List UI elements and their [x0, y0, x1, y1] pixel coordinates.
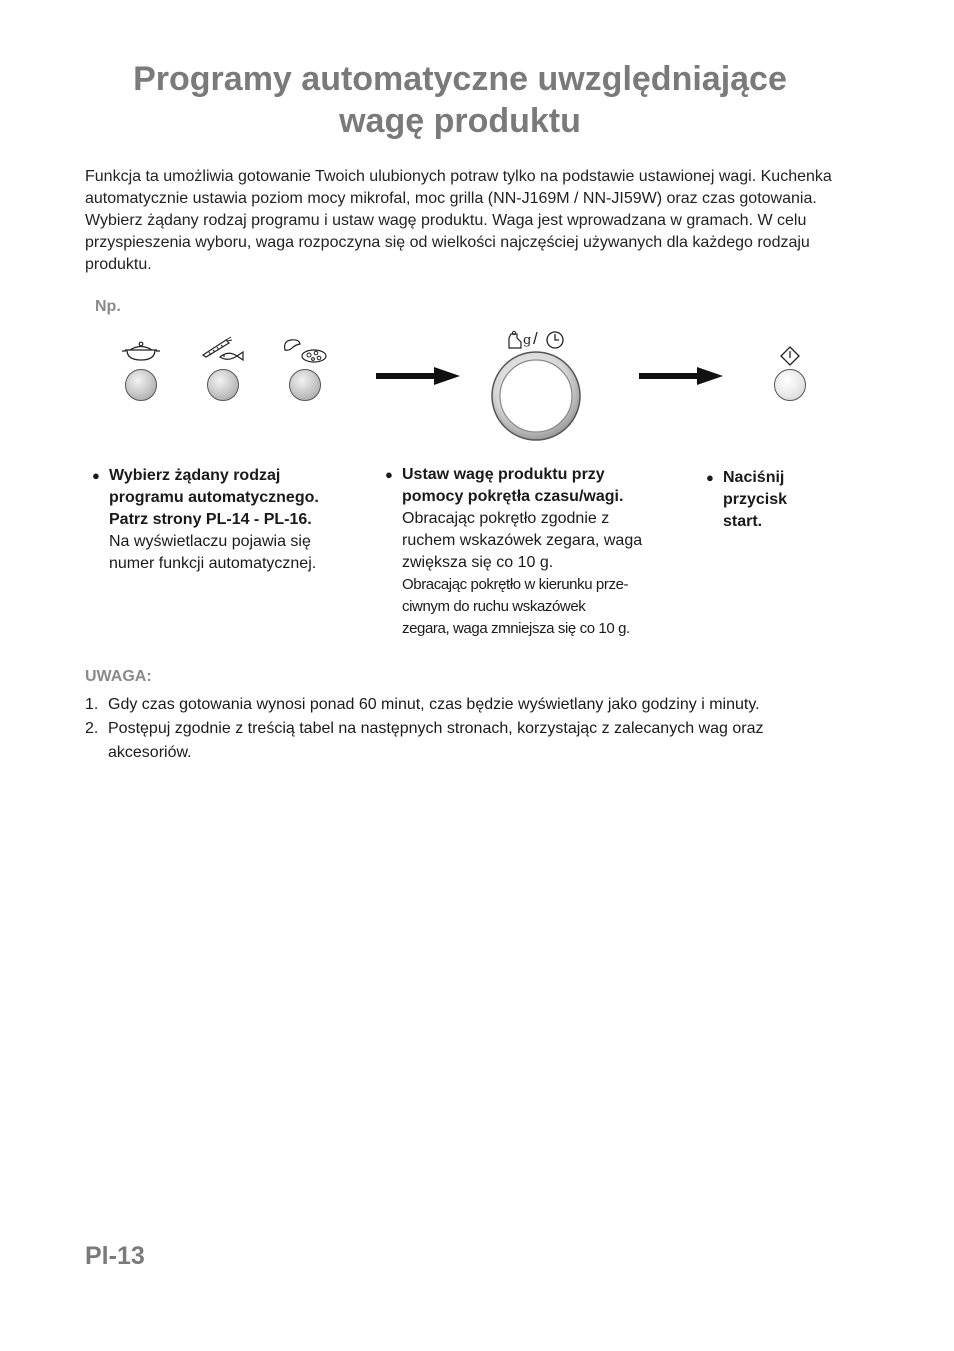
note-text: Gdy czas gotowania wynosi ponad 60 minut, czas będzie wyświetlany jako godziny i minuty. [108, 696, 760, 713]
step-3-bold-line: Naciśnij [723, 469, 785, 486]
casserole-icon [121, 339, 161, 363]
weight-time-separator: / [533, 329, 538, 348]
auto-program-button-1[interactable] [125, 369, 157, 401]
bullet-icon: ● [92, 468, 100, 483]
note-number: 1. [85, 696, 99, 713]
arrow-right-icon [639, 366, 723, 386]
bullet-icon: ● [385, 467, 393, 482]
note-item [85, 717, 845, 765]
bullet-icon: ● [706, 470, 714, 485]
step-3-bold-line: przycisk [723, 491, 788, 508]
step-1-bold-line: Wybierz żądany rodzaj [109, 467, 281, 484]
step-1-bold-line: Patrz strony PL-14 - PL-16. [109, 511, 312, 528]
step-2-bold-line: pomocy pokrętła czasu/wagi. [402, 488, 624, 505]
page-number: Pl-13 [85, 1242, 145, 1270]
step-2-line: Obracając pokrętło zgodnie z [402, 510, 610, 527]
note-text: Postępuj zgodnie z treścią tabel na następnych stronach, korzystając z zalecanych wag oraz akcesoriów. [108, 720, 764, 761]
arrow-right-icon [376, 366, 460, 386]
step-1-text [92, 465, 359, 575]
page-title [0, 58, 920, 142]
intro-paragraph: Funkcja ta umożliwia gotowanie Twoich ulubionych potraw tylko na podstawie ustawionej wagi. Kuchenka automatycznie ustawia poziom mocy mikrofal, moc grilla (NN-J169M / NN-JI59W) oraz czas gotowania. Wybierz żądany rodzaj programu i ustaw wagę produktu. Waga jest wprowadzana w gramach. W celu przyspieszenia wyboru, waga rozpoczyna się od wielkości najczęściej używanych dla każdego rodzaju produktu. [85, 168, 832, 273]
page-title-line-2: wagę produktu [339, 102, 581, 140]
example-label: Np. [95, 298, 121, 315]
weight-icon [507, 330, 523, 350]
step-1-bold-line: programu automatycznego. [109, 489, 319, 506]
step-3-text [706, 467, 843, 533]
step-2-line: ruchem wskazówek zegara, waga [402, 532, 643, 549]
step-2-bold-line: Ustaw wagę produktu przy [402, 466, 605, 483]
step-1-line: numer funkcji automatycznej. [109, 555, 317, 572]
note-heading: UWAGA: [85, 668, 152, 685]
note-item [85, 693, 845, 717]
step-2-line: zegara, waga zmniejsza się co 10 g. [402, 620, 630, 637]
meat-pizza-icon [281, 336, 329, 364]
note-number: 2. [85, 720, 99, 737]
weight-unit-label: g [523, 333, 532, 348]
step-1-line: Na wyświetlaczu pojawia się [109, 533, 311, 550]
page-title-line-1: Programy automatyczne uwzględniające [133, 60, 787, 98]
clock-icon [545, 330, 565, 350]
time-weight-dial[interactable] [490, 350, 582, 442]
start-icon [779, 345, 801, 367]
auto-program-button-3[interactable] [289, 369, 321, 401]
step-2-line: ciwnym do ruchu wskazówek [402, 598, 586, 615]
step-2-line: zwiększa się co 10 g. [402, 554, 554, 571]
step-2-text [385, 464, 677, 640]
step-3-bold-line: start. [723, 513, 763, 530]
vegetable-fish-icon [200, 336, 246, 364]
notes-list [85, 693, 845, 765]
auto-program-button-2[interactable] [207, 369, 239, 401]
step-2-line: Obracając pokrętło w kierunku prze- [402, 576, 629, 593]
start-button[interactable] [774, 369, 806, 401]
